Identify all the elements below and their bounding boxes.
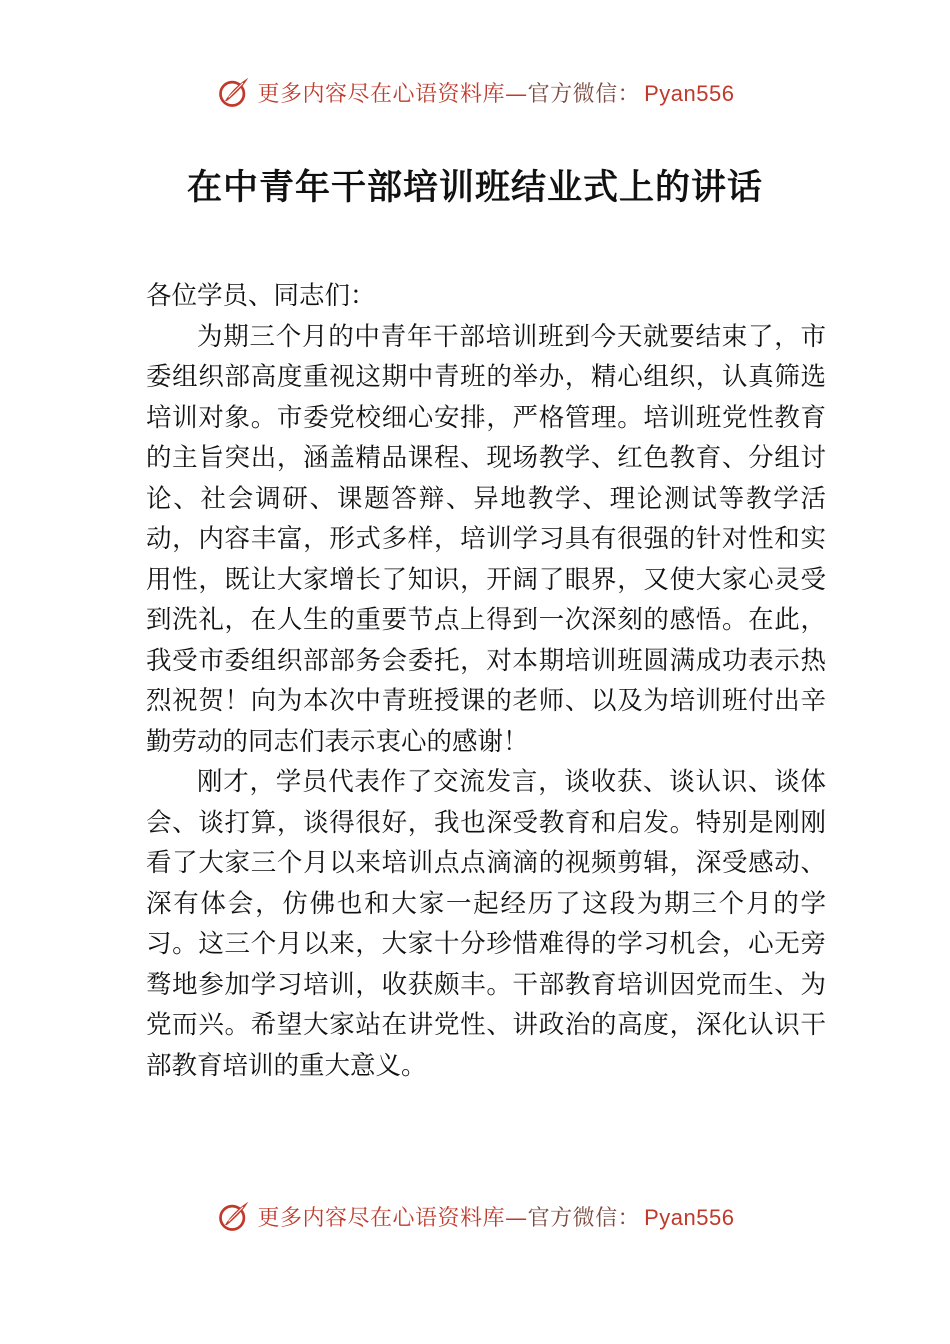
header-banner (0, 72, 950, 112)
quill-logo-icon (216, 1198, 252, 1234)
banner-wechat-id: Pyan556 (644, 1204, 735, 1230)
paragraph: 为期三个月的中青年干部培训班到今天就要结束了，市委组织部高度重视这期中青班的举办，精心组织，认真筛选培训对象。市委党校细心安排，严格管理。培训班党性教育的主旨突出，涵盖精品课程、现场教学、红色教育、分组讨论、社会调研、课题答辩、异地教学、理论测试等教学活动，内容丰富，形式多样，培训学习具有很强的针对性和实用性，既让大家增长了知识，开阔了眼界，又使大家心灵受到洗礼，在人生的重要节点上得到一次深刻的感悟。在此，我受市委组织部部务会委托，对本期培训班圆满成功表示热烈祝贺！向为本次中青班授课的老师、以及为培训班付出辛勤劳动的同志们表示衷心的感谢！ (146, 321, 826, 757)
banner-text (258, 77, 735, 108)
banner-separator: — (505, 81, 528, 107)
banner-wechat-label: 官方微信： (527, 81, 641, 107)
document-body (146, 276, 826, 1086)
banner-main-text: 更多内容尽在心语资料库 (257, 1205, 506, 1231)
quill-logo-icon (216, 74, 252, 110)
paragraph: 刚才，学员代表作了交流发言，谈收获、谈认识、谈体会、谈打算，谈得很好，我也深受教育和启发。特别是刚刚看了大家三个月以来培训点点滴滴的视频剪辑，深受感动、深有体会，仿佛也和大家一起经历了这段为期三个月的学习。这三个月以来，大家十分珍惜难得的学习机会，心无旁骛地参加学习培训，收获颇丰。干部教育培训因党而生、为党而兴。希望大家站在讲党性、讲政治的高度，深化认识干部教育培训的重大意义。 (146, 767, 826, 1081)
banner-wechat-id: Pyan556 (644, 80, 735, 106)
banner-wechat-label: 官方微信： (527, 1205, 641, 1231)
banner-main-text: 更多内容尽在心语资料库 (257, 81, 506, 107)
document-title: 在中青年干部培训班结业式上的讲话 (186, 167, 763, 208)
banner-separator: — (505, 1205, 528, 1231)
salutation: 各位学员、同志们： (146, 281, 376, 311)
footer-banner (0, 1196, 950, 1236)
banner-text (258, 1201, 735, 1232)
